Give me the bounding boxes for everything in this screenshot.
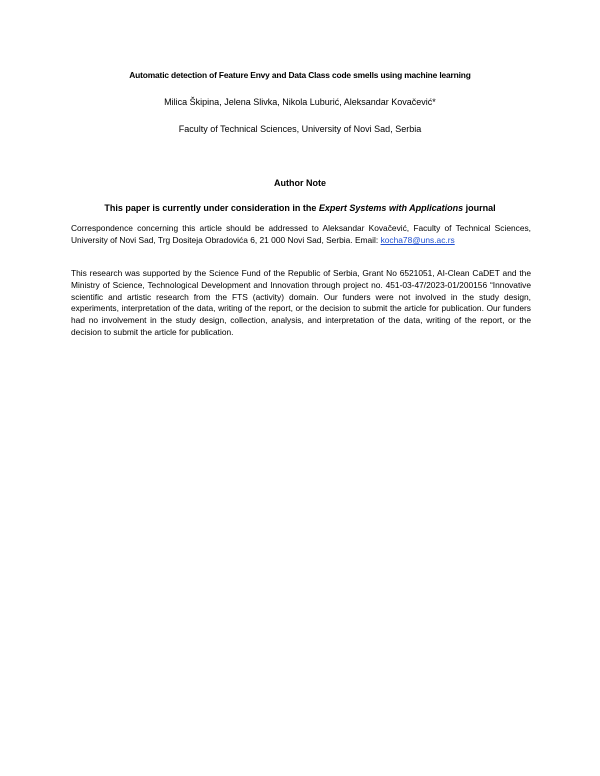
paper-title: Automatic detection of Feature Envy and Data Class code smells using machine learning <box>129 70 471 80</box>
funding-paragraph: This research was supported by the Science Fund of the Republic of Serbia, Grant No 6521051, AI-Clean CaDET and the Ministry of Science, Technological Development and Innovation through project no. 451-03-47/2023-01/200156 “Innovative scientific and artistic research from the FTS (activity) domain. Our funders were not involved in the study design, experiments, interpretation of the data, writing of the report, or the decision to submit the article for publication. Our funders had no involvement in the study design, collection, analysis, and interpretation of the data, writing of the report, or the decision to submit the article for publication. <box>71 268 531 337</box>
correspondence-text: Correspondence concerning this article should be addressed to Aleksandar Kovačević, Faculty of Technical Sciences, University of Novi Sad, Trg Dositeja Obradovića 6, 21 000 Novi Sad, Serbia. Email: <box>71 223 531 245</box>
correspondence-paragraph <box>71 223 531 247</box>
author-note-heading: Author Note <box>274 178 326 188</box>
affiliation: Faculty of Technical Sciences, University of Novi Sad, Serbia <box>178 124 422 134</box>
author-list: Milica Škipina, Jelena Slivka, Nikola Luburić, Aleksandar Kovačević* <box>164 97 436 107</box>
consideration-statement <box>0 203 600 213</box>
email-link[interactable]: kocha78@uns.ac.rs <box>380 234 455 245</box>
consideration-suffix: journal <box>465 203 496 213</box>
consideration-prefix: This paper is currently under consideration in the <box>104 203 317 213</box>
journal-name: Expert Systems with Applications <box>318 203 464 213</box>
